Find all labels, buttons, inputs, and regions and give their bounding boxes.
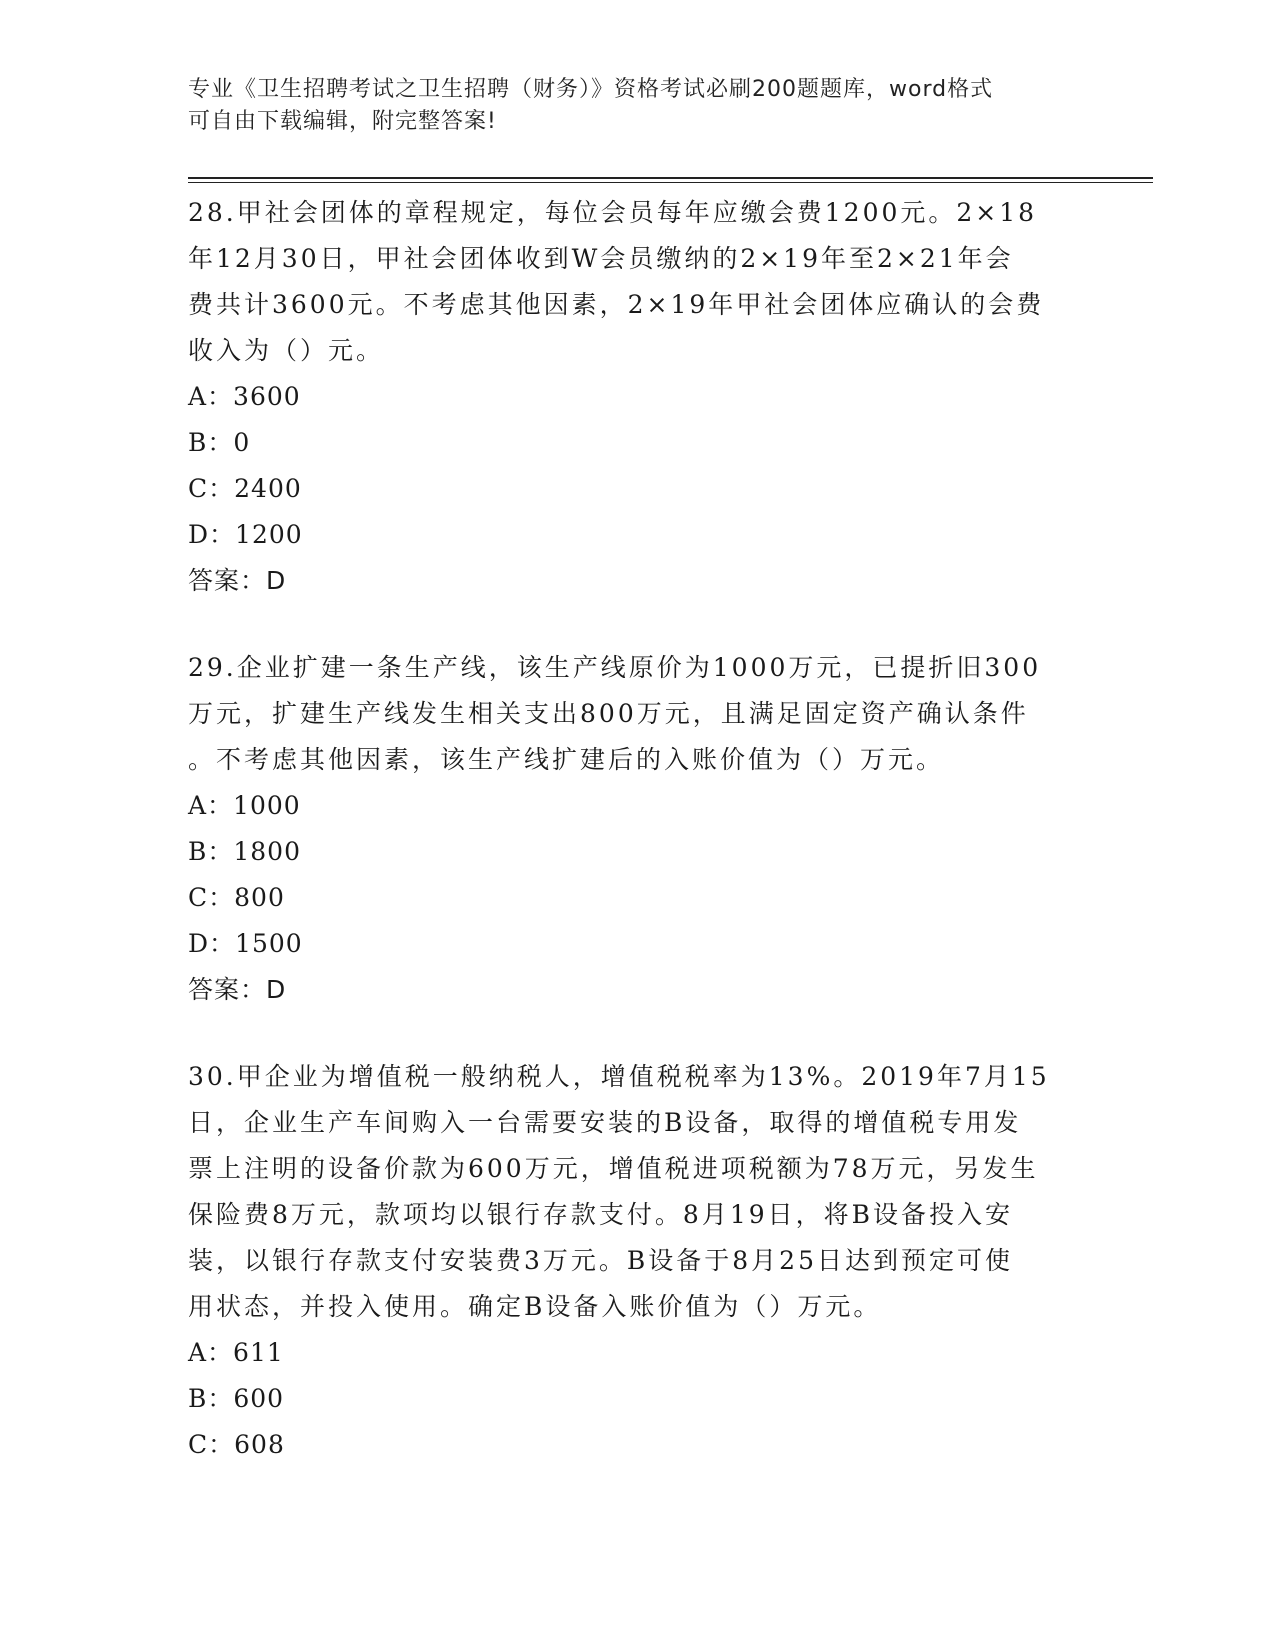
option-d: D：1500 [188,929,303,958]
question-stem-line: 用状态，并投入使用。确定B设备入账价值为（）万元。 [188,1292,882,1321]
question-28 [188,190,1078,604]
header-line-1: 专业《卫生招聘考试之卫生招聘（财务）》资格考试必刷200题题库，word格式 [188,77,994,102]
question-stem-line: 。不考虑其他因素，该生产线扩建后的入账价值为（）万元。 [188,745,945,774]
question-stem-line: 万元，扩建生产线发生相关支出800万元，且满足固定资产确认条件 [188,699,1029,728]
header-line-2: 可自由下载编辑，附完整答案! [188,109,497,134]
option-c: C：2400 [188,474,302,503]
question-stem-line: 日，企业生产车间购入一台需要安装的B设备，取得的增值税专用发 [188,1108,1022,1137]
option-a: A：611 [188,1338,284,1367]
option-b: B：600 [188,1384,285,1413]
question-stem-line: 费共计3600元。不考虑其他因素，2×19年甲社会团体应确认的会费 [188,290,1045,319]
answer-line: 答案：D [188,975,287,1004]
question-stem-line: 保险费8万元，款项均以银行存款支付。8月19日，将B设备投入安 [188,1200,1013,1229]
question-stem-line: 收入为（）元。 [188,336,385,365]
option-b: B：1800 [188,837,301,866]
option-a: A：1000 [188,791,301,820]
header-divider-thin [188,182,1153,183]
question-30 [188,1054,1078,1468]
question-stem-line: 装，以银行存款支付安装费3万元。B设备于8月25日达到预定可使 [188,1246,1013,1275]
option-a: A：3600 [188,382,301,411]
question-stem-line: 年12月30日，甲社会团体收到W会员缴纳的2×19年至2×21年会 [188,244,1014,273]
option-b: B：0 [188,428,251,457]
question-29 [188,645,1078,1013]
question-stem-line: 28.甲社会团体的章程规定，每位会员每年应缴会费1200元。2×18 [188,198,1038,227]
question-stem-line: 30.甲企业为增值税一般纳税人，增值税税率为13%。2019年7月15 [188,1062,1050,1091]
option-d: D：1200 [188,520,303,549]
question-stem-line: 29.企业扩建一条生产线，该生产线原价为1000万元，已提折旧300 [188,653,1042,682]
answer-line: 答案：D [188,566,287,595]
question-stem-line: 票上注明的设备价款为600万元，增值税进项税额为78万元，另发生 [188,1154,1039,1183]
document-header [188,74,1068,138]
option-c: C：608 [188,1430,285,1459]
header-divider-thick [188,177,1153,179]
option-c: C：800 [188,883,285,912]
